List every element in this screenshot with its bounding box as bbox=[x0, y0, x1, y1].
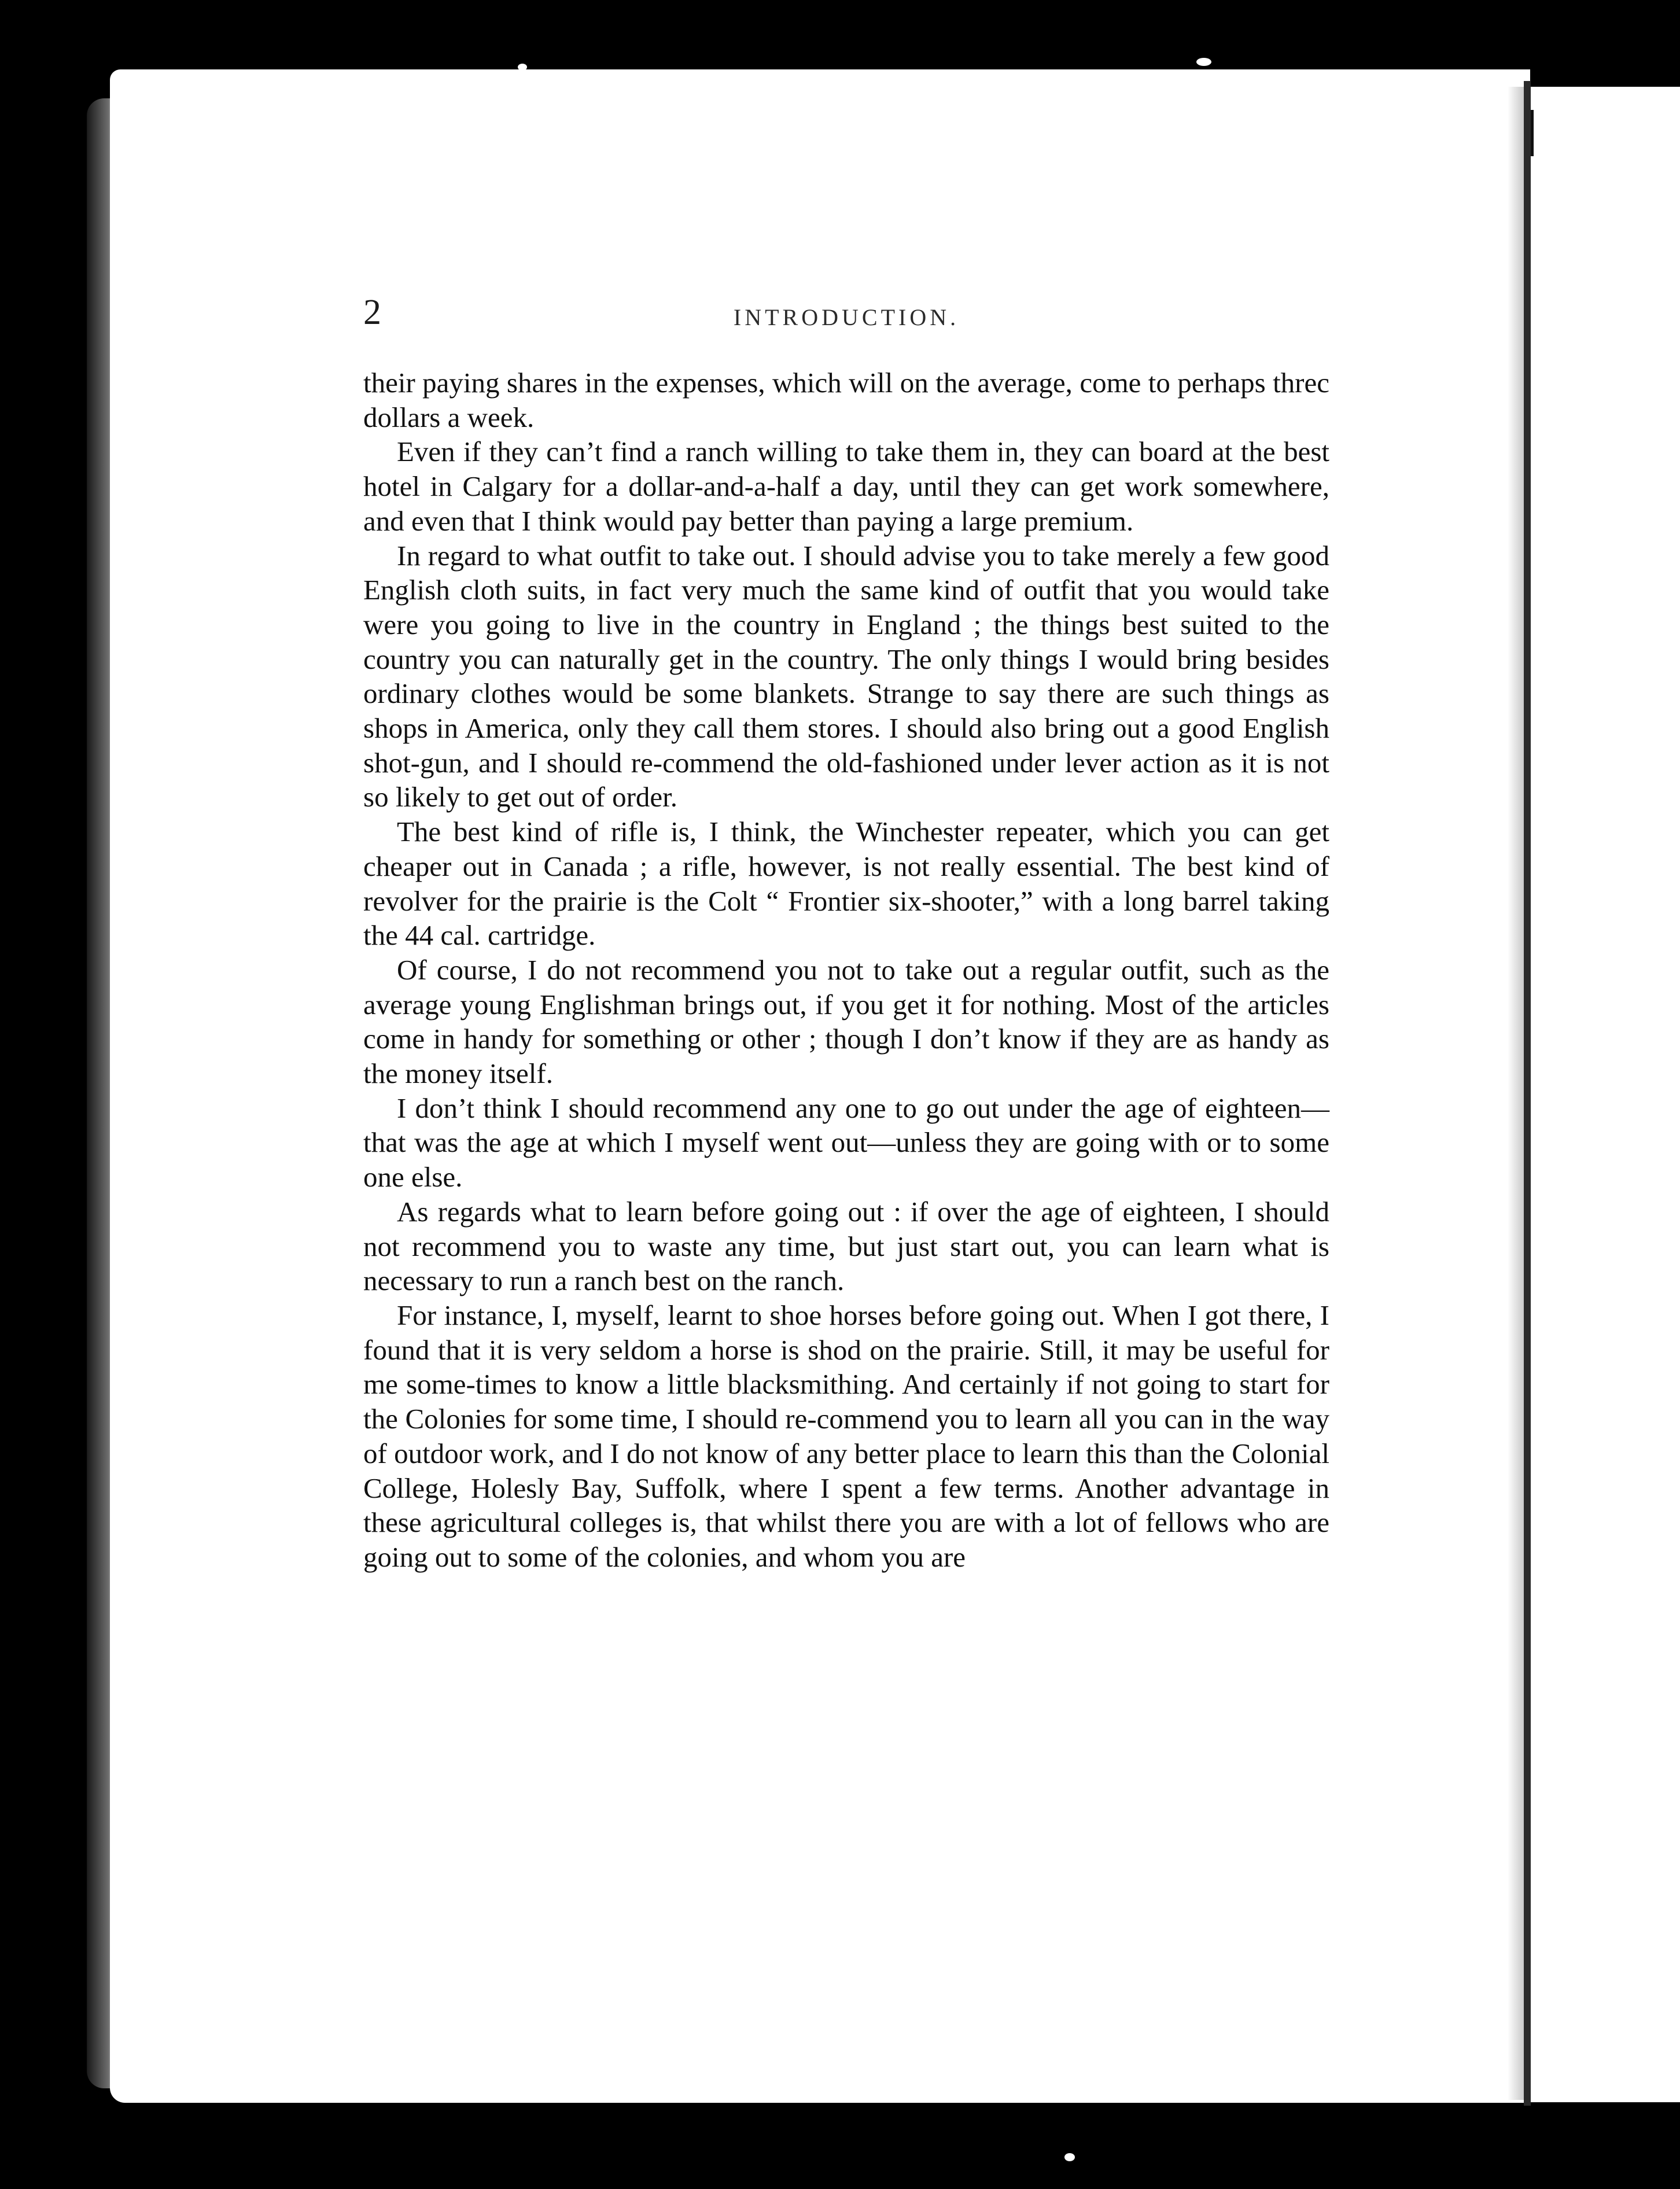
paragraph: Even if they can’t find a ranch willing to take them in, they can board at the best hotel in Calgary for a dollar-and-a-half a day, until they can get work somewhere, and even that I think would pay better than paying a large premium. bbox=[363, 436, 1329, 537]
book-gutter bbox=[1524, 81, 1531, 2106]
scan-speck bbox=[1064, 2153, 1075, 2161]
paragraph: In regard to what outfit to take out. I should advise you to take merely a few good English cloth suits, in fact very much the same kind of outfit that you would take were you going to live in the country in England ; the things best suited to the country you can naturally get in the country. The only things I would bring besides ordinary clothes would be some blankets. Strange to say there are such things as shops in America, only they call them stores. I should also bring out a good English shot-gun, and I should re-commend the old-fashioned under lever action as it is not so likely to get out of order. bbox=[363, 539, 1329, 813]
page-spine-gradient bbox=[1508, 87, 1524, 2100]
paragraph: For instance, I, myself, learnt to shoe horses before going out. When I got there, I found that it is very seldom a horse is shod on the prairie. Still, it may be useful for me some-times to know a little blacksmithing. And certainly if not going to start for the Colonies for some time, I should re-commend you to learn all you can in the way of outdoor work, and I do not know of any better place to learn this than the Colonial College, Holesly Bay, Suffolk, where I spent a few terms. Another advantage in these agricultural colleges is, that whilst there you are with a lot of fellows who are going out to some of the colonies, and whom you are bbox=[363, 1299, 1329, 1573]
scan-speck bbox=[518, 64, 527, 71]
body-text bbox=[363, 366, 1329, 1575]
paragraph: As regards what to learn before going out : if over the age of eighteen, I should not recommend you to waste any time, but just start out, you can learn what is necessary to run a ranch best on the ranch. bbox=[363, 1195, 1329, 1297]
paragraph: Of course, I do not recommend you not to take out a regular outfit, such as the average young Englishman brings out, if you get it for nothing. Most of the articles come in handy for something or other ; though I don’t know if they are as handy as the money itself. bbox=[363, 953, 1329, 1090]
paragraph: I don’t think I should recommend any one to go out under the age of eighteen—that was the age at which I myself went out—unless they are going with or to some one else. bbox=[363, 1092, 1329, 1193]
scan-speck bbox=[1196, 58, 1211, 66]
facing-page-mark bbox=[1531, 110, 1534, 156]
page-header bbox=[363, 292, 1329, 338]
facing-page-edge bbox=[1531, 87, 1680, 2102]
page-number: 2 bbox=[363, 293, 381, 332]
running-title: INTRODUCTION. bbox=[733, 304, 960, 330]
paragraph: their paying shares in the expenses, which will on the average, come to perhaps threc dollars a week. bbox=[363, 367, 1329, 433]
paragraph: The best kind of rifle is, I think, the Winchester repeater, which you can get cheaper out in Canada ; a rifle, however, is not really essential. The best kind of revolver for the prairie is the Colt “ Frontier six-shooter,” with a long barrel taking the 44 cal. cartridge. bbox=[363, 816, 1329, 952]
